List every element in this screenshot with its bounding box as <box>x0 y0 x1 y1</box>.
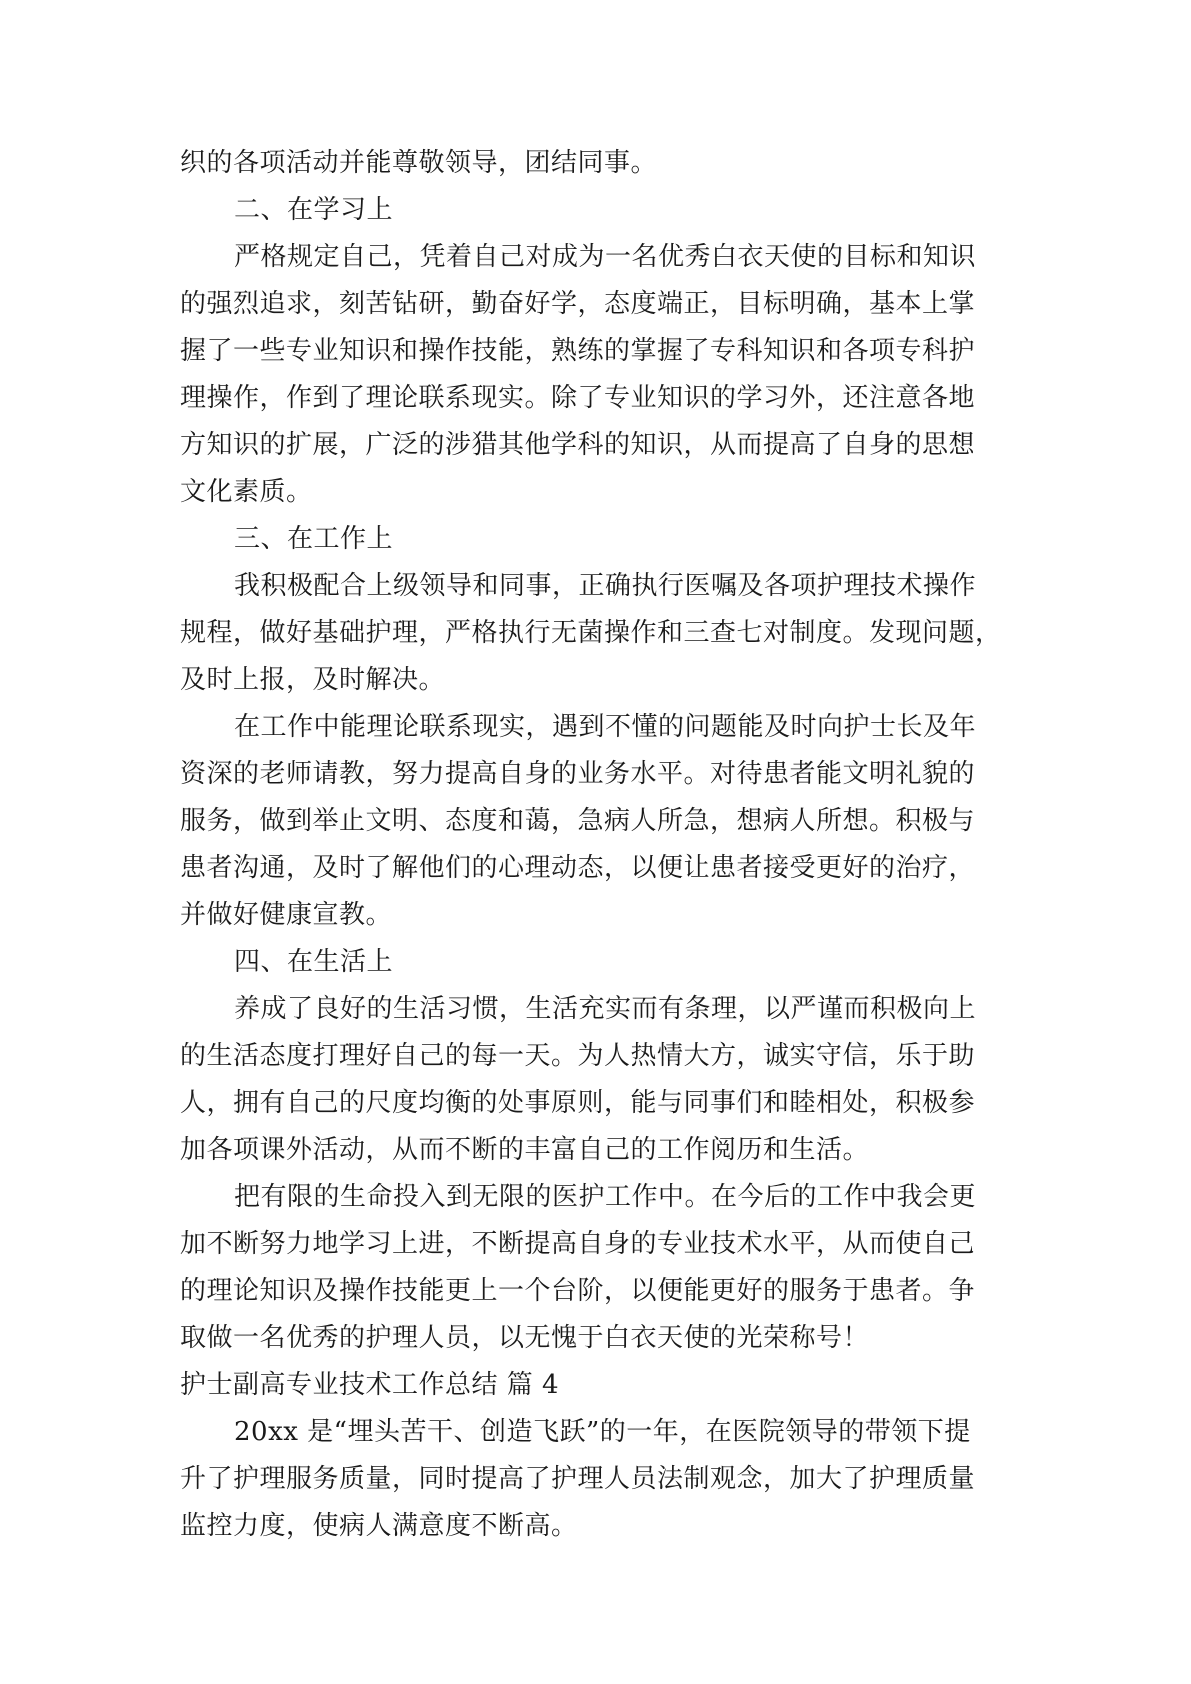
paragraph-line: 服务，做到举止文明、态度和蔼，急病人所急，想病人所想。积极与 <box>180 806 976 836</box>
section-heading-life: 四、在生活上 <box>234 947 394 977</box>
section-heading-study: 二、在学习上 <box>234 195 394 225</box>
paragraph-line: 加不断努力地学习上进，不断提高自身的专业技术水平，从而使自己 <box>180 1229 976 1259</box>
paragraph-line: 的生活态度打理好自己的每一天。为人热情大方，诚实守信，乐于助 <box>180 1041 976 1071</box>
paragraph-line: 把有限的生命投入到无限的医护工作中。在今后的工作中我会更 <box>234 1182 977 1212</box>
paragraph-line: 养成了良好的生活习惯，生活充实而有条理，以严谨而积极向上 <box>234 994 977 1024</box>
paragraph-line: 文化素质。 <box>180 477 313 507</box>
paragraph-line: 方知识的扩展，广泛的涉猎其他学科的知识，从而提高了自身的思想 <box>180 430 976 460</box>
paragraph-line: 患者沟通，及时了解他们的心理动态，以便让患者接受更好的治疗， <box>180 853 976 883</box>
paragraph-line: 取做一名优秀的护理人员，以无愧于白衣天使的光荣称号！ <box>180 1323 870 1353</box>
paragraph-line: 加各项课外活动，从而不断的丰富自己的工作阅历和生活。 <box>180 1135 870 1165</box>
section-heading-work: 三、在工作上 <box>234 524 394 554</box>
paragraph-line: 并做好健康宣教。 <box>180 900 393 930</box>
paragraph-line: 我积极配合上级领导和同事，正确执行医嘱及各项护理技术操作 <box>234 571 977 601</box>
paragraph-line: 织的各项活动并能尊敬领导，团结同事。 <box>180 148 658 178</box>
paragraph-line: 资深的老师请教，努力提高自身的业务水平。对待患者能文明礼貌的 <box>180 759 976 789</box>
paragraph-line: 监控力度，使病人满意度不断高。 <box>180 1511 578 1541</box>
paragraph-line: 升了护理服务质量，同时提高了护理人员法制观念，加大了护理质量 <box>180 1464 976 1494</box>
article-title: 护士副高专业技术工作总结 篇 4 <box>180 1370 560 1400</box>
paragraph-line: 的强烈追求，刻苦钻研，勤奋好学，态度端正，目标明确，基本上掌 <box>180 289 976 319</box>
paragraph-line: 在工作中能理论联系现实，遇到不懂的问题能及时向护士长及年 <box>234 712 977 742</box>
paragraph-line: 理操作，作到了理论联系现实。除了专业知识的学习外，还注意各地 <box>180 383 976 413</box>
paragraph-line: 严格规定自己，凭着自己对成为一名优秀白衣天使的目标和知识 <box>234 242 977 272</box>
paragraph-line: 的理论知识及操作技能更上一个台阶，以便能更好的服务于患者。争 <box>180 1276 976 1306</box>
paragraph-line: 人，拥有自己的尺度均衡的处事原则，能与同事们和睦相处，积极参 <box>180 1088 976 1118</box>
paragraph-line: 及时上报，及时解决。 <box>180 665 446 695</box>
paragraph-line: 20xx 是“埋头苦干、创造飞跃”的一年，在医院领导的带领下提 <box>234 1417 971 1447</box>
document-body <box>180 140 1020 1550</box>
paragraph-line: 规程，做好基础护理，严格执行无菌操作和三查七对制度。发现问题， <box>180 618 1002 648</box>
paragraph-line: 握了一些专业知识和操作技能，熟练的掌握了专科知识和各项专科护 <box>180 336 976 366</box>
